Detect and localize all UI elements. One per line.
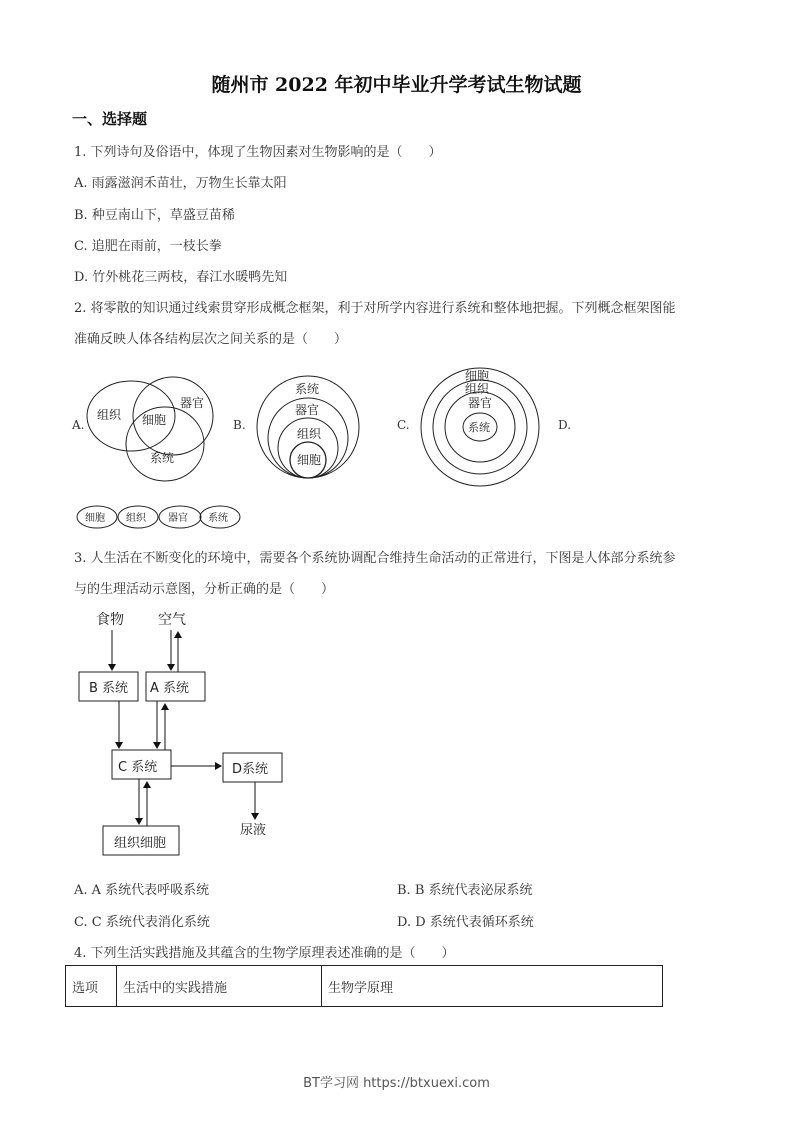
- q2-stem-line1: 2. 将零散的知识通过线索贯穿形成概念框架，利于对所学内容进行系统和整体地把握。下列概念框架图能: [74, 301, 676, 316]
- diagram-b-nested: [255, 368, 365, 488]
- header-principle: 生物学原理: [322, 966, 663, 1007]
- d-chain-system: 系统: [208, 513, 228, 524]
- q3-option-d: D. D 系统代表循环系统: [397, 915, 534, 930]
- section-heading: 一、选择题: [72, 110, 148, 128]
- c-third-label: 器官: [468, 396, 493, 410]
- header-option: 选项: [66, 966, 117, 1007]
- tissue-cells-label: 组织细胞: [114, 836, 167, 851]
- diagram-a-venn: [85, 370, 215, 485]
- q2-stem-line2: 准确反映人体各结构层次之间关系的是（ ）: [74, 332, 348, 347]
- q2-label-a: A.: [72, 418, 85, 432]
- d-chain-cell: 细胞: [85, 513, 105, 524]
- venn-tissue-label: 组织: [97, 408, 122, 422]
- q3-stem-line1: 3. 人生活在不断变化的环境中，需要各个系统协调配合维持生命活动的正常进行，下图是人体部分系统参: [74, 551, 676, 566]
- q2-label-c: C.: [397, 418, 410, 432]
- b-outer-label: 系统: [295, 382, 320, 396]
- b-inner-label: 细胞: [297, 453, 322, 467]
- q1-option-a: A. 雨露滋润禾苗壮，万物生长靠太阳: [74, 176, 287, 191]
- urine-label: 尿液: [240, 823, 267, 838]
- venn-system-label: 系统: [150, 451, 175, 465]
- q1-option-b: B. 种豆南山下，草盛豆苗稀: [74, 208, 235, 223]
- c-outer-label: 细胞: [465, 369, 490, 383]
- q1-option-d: D. 竹外桃花三两枝，春江水暖鸭先知: [74, 270, 288, 285]
- q3-option-c: C. C 系统代表消化系统: [74, 915, 210, 930]
- c-second-label: 组织: [465, 382, 490, 396]
- d-chain-tissue: 组织: [126, 513, 146, 524]
- b-second-label: 器官: [295, 403, 320, 417]
- q4-table: [65, 965, 663, 1007]
- q1-stem: 1. 下列诗句及俗语中，体现了生物因素对生物影响的是（ ）: [74, 145, 442, 160]
- q2-label-b: B.: [233, 418, 246, 432]
- q3-option-a: A. A 系统代表呼吸系统: [74, 883, 210, 898]
- d-system-label: D系统: [232, 762, 269, 777]
- q4-stem: 4. 下列生活实践措施及其蕴含的生物学原理表述准确的是（ ）: [74, 946, 455, 961]
- footer-watermark: BT学习网 https://btxuexi.com: [303, 1076, 490, 1091]
- a-system-label: A 系统: [150, 681, 190, 696]
- header-practice: 生活中的实践措施: [117, 966, 322, 1007]
- c-system-label: C 系统: [118, 760, 158, 775]
- table-header-row: [66, 966, 663, 1007]
- q3-option-b: B. B 系统代表泌尿系统: [397, 883, 533, 898]
- diagram-c-concentric: [417, 366, 543, 488]
- q3-stem-line2: 与的生理活动示意图，分析正确的是（ ）: [74, 582, 335, 597]
- air-label: 空气: [158, 612, 186, 628]
- venn-organ-label: 器官: [180, 396, 205, 410]
- b-system-label: B 系统: [89, 681, 129, 696]
- diagram-d-chain: [75, 504, 245, 530]
- page-title: 随州市 2022 年初中毕业升学考试生物试题: [211, 74, 582, 96]
- q1-option-c: C. 追肥在雨前，一枝长拳: [74, 239, 222, 254]
- d-chain-organ: 器官: [168, 513, 188, 524]
- q2-label-d: D.: [558, 418, 572, 432]
- q3-flow-diagram: [60, 600, 300, 862]
- c-inner-label: 系统: [468, 421, 490, 434]
- venn-cell-label: 细胞: [142, 413, 167, 427]
- b-third-label: 组织: [297, 427, 322, 441]
- food-label: 食物: [96, 612, 124, 628]
